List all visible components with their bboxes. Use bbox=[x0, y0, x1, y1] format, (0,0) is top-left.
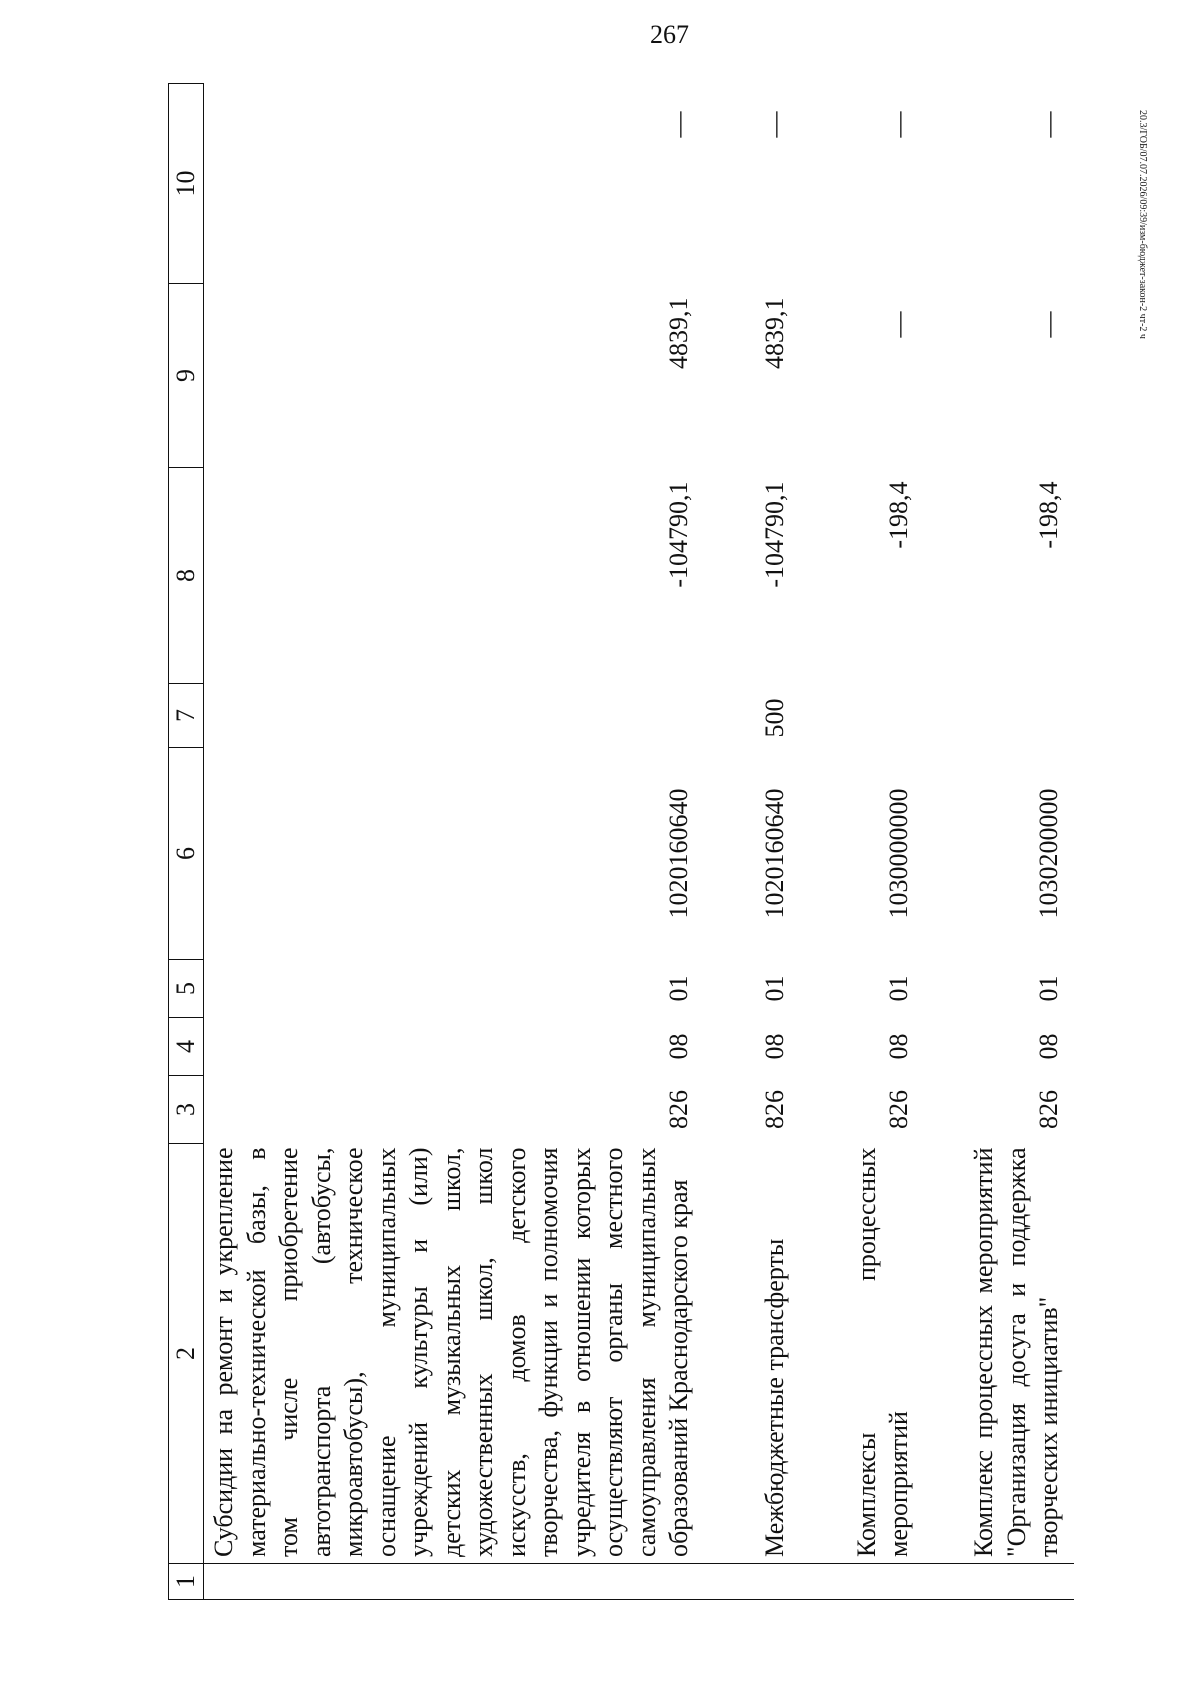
cell-col8: -198,4 bbox=[1034, 481, 1063, 549]
table-row bbox=[704, 84, 800, 1600]
table-row bbox=[924, 84, 1074, 1600]
cell-description: Межбюджетные трансферты bbox=[704, 1144, 800, 1564]
cell-col5: 01 bbox=[884, 975, 913, 1002]
cell-col10: — bbox=[760, 111, 789, 138]
cell-col7 bbox=[204, 684, 704, 748]
cell-col3: 826 bbox=[1034, 1090, 1063, 1129]
cell-col3: 826 bbox=[760, 1090, 789, 1129]
column-header-10: 10 bbox=[169, 84, 204, 284]
column-header-8: 8 bbox=[169, 468, 204, 684]
cell-col8: -198,4 bbox=[884, 481, 913, 549]
cell-col9: 4839,1 bbox=[664, 297, 693, 369]
cell-col10: — bbox=[884, 111, 913, 138]
cell-col4: 08 bbox=[664, 1033, 693, 1060]
cell-description: Комплекс процессных мероприятий "Организация досуга и поддержка творческих инициатив" bbox=[924, 1144, 1074, 1564]
column-header-5: 5 bbox=[169, 960, 204, 1018]
cell-col9: — bbox=[1034, 311, 1063, 338]
cell-col1 bbox=[204, 1564, 704, 1600]
cell-col6: 1020160640 bbox=[760, 788, 789, 919]
cell-col6: 1030200000 bbox=[1034, 788, 1063, 919]
cell-col3: 826 bbox=[664, 1090, 693, 1129]
budget-table-rotated bbox=[168, 84, 1063, 1600]
column-header-9: 9 bbox=[169, 284, 204, 468]
column-header-7: 7 bbox=[169, 684, 204, 748]
cell-col4: 08 bbox=[1034, 1033, 1063, 1060]
cell-col5: 01 bbox=[1034, 975, 1063, 1002]
cell-col1 bbox=[924, 1564, 1074, 1600]
cell-col9: 4839,1 bbox=[760, 297, 789, 369]
cell-col6: 1030000000 bbox=[884, 788, 913, 919]
column-header-6: 6 bbox=[169, 748, 204, 960]
page-number: 267 bbox=[650, 20, 689, 49]
cell-col3: 826 bbox=[884, 1090, 913, 1129]
column-header-1: 1 bbox=[169, 1564, 204, 1600]
document-stamp: 20.3/ГОБ/07.07.2026/09:39/изм-бюджет-закон-2 чт-2 ч bbox=[1137, 110, 1148, 339]
column-header-3: 3 bbox=[169, 1076, 204, 1144]
table-row bbox=[204, 84, 704, 1600]
table-row bbox=[800, 84, 924, 1600]
cell-col4: 08 bbox=[760, 1033, 789, 1060]
budget-table bbox=[168, 83, 1074, 1600]
column-header-2: 2 bbox=[169, 1144, 204, 1564]
cell-description: Комплексы процессных мероприятий bbox=[800, 1144, 924, 1564]
cell-col8: -104790,1 bbox=[664, 481, 693, 588]
cell-description: Субсидии на ремонт и укрепление материально-технической базы, в том числе приобретение автотранспорта (автобусы, микроавтобусы), техническое оснащение муниципальных учреждений культуры и (или) детских музыкальных школ, художественных школ, школ искусств, домов детского творчества, функции и полномочия учредителя в отношении которых осуществляют органы местного самоуправления муниципальных образований Краснодарского края bbox=[204, 1144, 704, 1564]
cell-col5: 01 bbox=[664, 975, 693, 1002]
cell-col10: — bbox=[664, 111, 693, 138]
cell-col8: -104790,1 bbox=[760, 481, 789, 588]
cell-col7: 500 bbox=[760, 698, 789, 738]
cell-col1 bbox=[704, 1564, 800, 1600]
cell-col6: 1020160640 bbox=[664, 788, 693, 919]
cell-col10: — bbox=[1034, 111, 1063, 138]
cell-col9: — bbox=[884, 311, 913, 338]
table-header-row bbox=[169, 84, 204, 1600]
cell-col1 bbox=[800, 1564, 924, 1600]
cell-col7 bbox=[924, 684, 1074, 748]
cell-col7 bbox=[800, 684, 924, 748]
column-header-4: 4 bbox=[169, 1018, 204, 1076]
cell-col5: 01 bbox=[760, 975, 789, 1002]
cell-col4: 08 bbox=[884, 1033, 913, 1060]
